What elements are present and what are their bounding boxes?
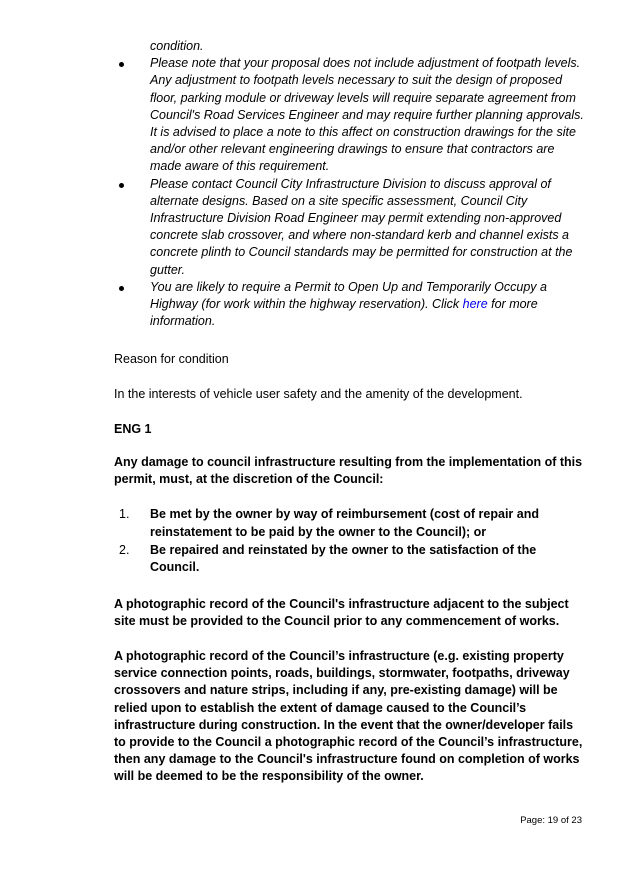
reason-heading: Reason for condition — [114, 352, 229, 366]
bullet-icon — [119, 62, 124, 67]
bullet-continuation: condition. — [150, 39, 204, 53]
numbered-text: Be met by the owner by way of reimbursement (cost of repair and reinstatement to be paid by the owner to the Council); or — [150, 507, 539, 539]
bullet-item — [114, 279, 588, 331]
bullet-text-before: You are likely to require a Permit to Open Up and Temporarily Occupy a Highway (for work within the highway reservation). Click — [150, 279, 547, 312]
numbered-list — [114, 506, 588, 577]
page-number: Page: 19 of 23 — [520, 815, 582, 826]
reason-text: In the interests of vehicle user safety and the amenity of the development. — [114, 387, 523, 401]
numbered-text: Be repaired and reinstated by the owner to the satisfaction of the Council. — [150, 542, 537, 575]
bullet-list — [114, 38, 588, 330]
numbered-item — [114, 506, 588, 542]
bullet-item — [114, 176, 588, 279]
photo-record-detail-paragraph: A photographic record of the Council’s infrastructure (e.g. existing property service connection points, roads, buildings, stormwater, footpaths, driveway crossovers and nature strips, including if any, pre-existing damage) will be relied upon to establish the extent of damage caused to the Council’s infrastructure during construction. In the event that the owner/developer fails to provide to the Council a photographic record of the Council’s infrastructure, then any damage to the Council's infrastructure found on completion of works will be deemed to be the responsibility of the owner. — [114, 649, 583, 784]
bullet-text-after: for more information. — [150, 297, 538, 329]
bullet-icon — [119, 183, 124, 188]
list-number: 1. — [119, 507, 130, 521]
bullet-icon — [119, 286, 124, 291]
condition-intro: Any damage to council infrastructure resulting from the implementation of this permit, must, at the discretion of the Council: — [114, 455, 583, 487]
condition-heading: ENG 1 — [114, 422, 152, 436]
bullet-text: Please contact Council City Infrastructure Division to discuss approval of alternate designs. Based on a site specific assessment, Council City Infrastructure Division Road Engineer may permit extending non-approved concrete slab crossover, and where non-standard kerb and channel exists a concrete plinth to Council standards may be permitted for construction at the gutter. — [150, 176, 573, 277]
numbered-item — [114, 542, 588, 578]
photo-record-paragraph: A photographic record of the Council's infrastructure adjacent to the subject site must be provided to the Council prior to any commencement of works. — [114, 597, 569, 629]
bullet-item — [114, 55, 588, 175]
more-info-link[interactable]: here — [462, 297, 488, 312]
list-number: 2. — [119, 542, 130, 557]
bullet-text: Please note that your proposal does not include adjustment of footpath levels. Any adjustment to footpath levels necessary to suit the design of proposed floor, parking module or driveway levels will require separate agreement from Council's Road Services Engineer and may require further planning approvals. It is advised to place a note to this affect on construction drawings for the site and/or other relevant engineering drawings to ensure that contractors are made aware of this requirement. — [150, 56, 584, 174]
